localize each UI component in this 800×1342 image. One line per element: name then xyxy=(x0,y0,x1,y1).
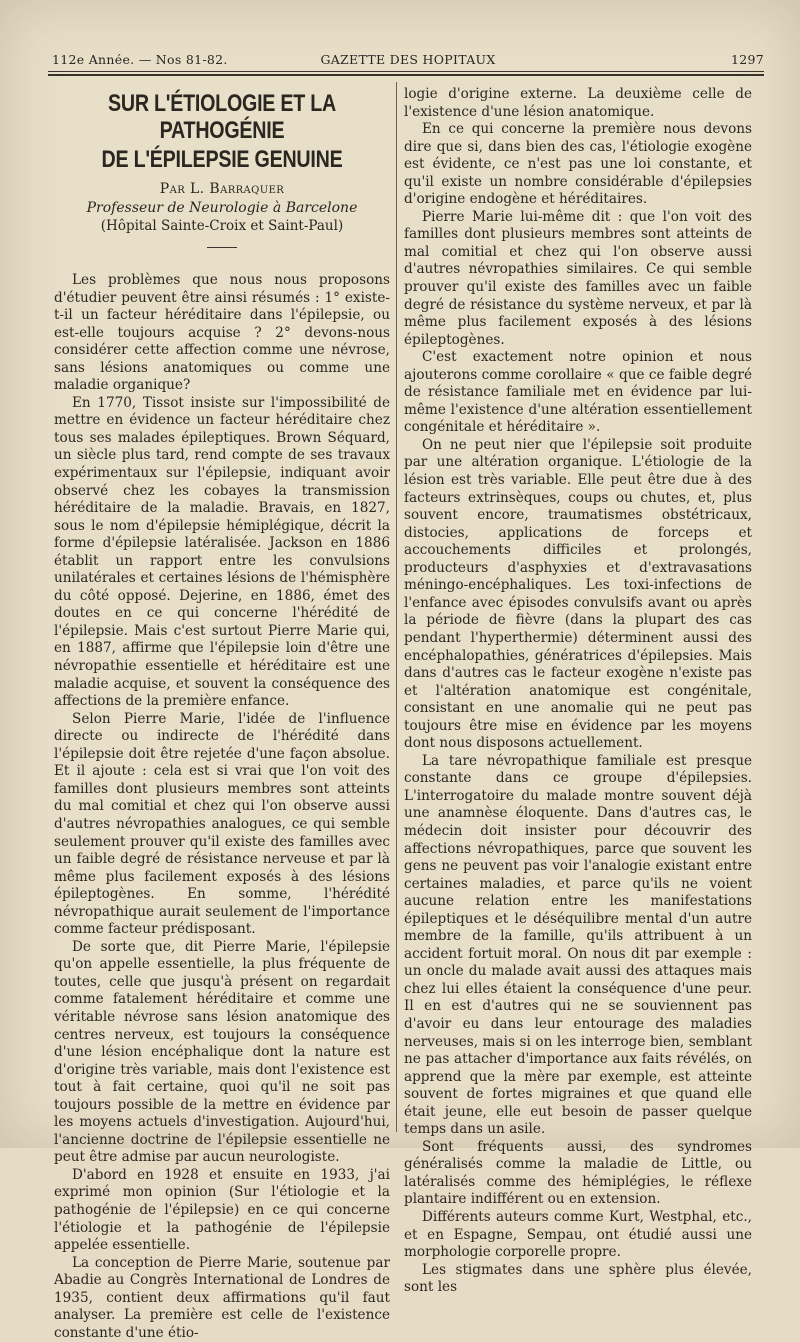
author-role: Professeur de Neurologie à Barcelone xyxy=(86,200,358,216)
paragraph: Les stigmates dans une sphère plus élevée, sont les xyxy=(404,1261,752,1296)
article-title-line-2: DE L'ÉPILEPSIE GENUINE xyxy=(101,146,343,173)
page-header xyxy=(52,52,764,70)
paragraph: C'est exactement notre opinion et nous ajouterons comme corollaire « que ce faible degré de résistance familiale met en évidence par lui-même l'existence d'une altération essentiellement congénitale et héréditaire ». xyxy=(404,349,752,436)
paragraph: En 1770, Tissot insiste sur l'impossibilité de mettre en évidence un facteur héréditaire chez tous ses malades épileptiques. Brown Séquard, un siècle plus tard, rend compte de ses travaux expérimentaux sur l'épilepsie, indiquant avoir observé chez les cobayes la transmission héréditaire de la maladie. Bravais, en 1827, sous le nom d'épilepsie hémiplégique, décrit la forme d'épilepsie latéralisée. Jackson en 1886 établit un rapport entre les convulsions unilatérales et certaines lésions de l'hémisphère du côté opposé. Dejerine, en 1886, émet des doutes en ce qui concerne l'hérédité de l'épilepsie. Mais c'est surtout Pierre Marie qui, en 1887, affirme que l'épilepsie loin d'être une névropathie essentielle et héréditaire est une maladie acquise, et souvent la conséquence des affections de la première enfance. xyxy=(54,394,390,710)
paragraph: De sorte que, dit Pierre Marie, l'épilepsie qu'on appelle essentielle, la plus fréquente de toutes, celle que jusqu'à présent on regardait comme fatalement héréditaire et comme une véritable névrose sans lésion anatomique des centres nerveux, est toujours la conséquence d'une lésion encéphalique dont la nature est d'origine très variable, mais dont l'existence est tout à fait certaine, quoi qu'il ne soit pas toujours possible de la mettre en évidence par les moyens actuels d'investigation. Aujourd'hui, l'ancienne doctrine de l'épilepsie essentielle ne peut être admise par aucun neurologiste. xyxy=(54,938,390,1166)
paragraph: On ne peut nier que l'épilepsie soit produite par une altération organique. L'étiologie de la lésion est très variable. Elle peut être due à des facteurs extrinsèques, coups ou chutes, et, plus souvent encore, traumatismes obstétricaux, distocies, applications de forceps et accouchements difficiles et prolongés, producteurs d'asphyxies et d'extravasations méningo-encéphaliques. Les toxi-infections de l'enfance avec épisodes convulsifs avant ou après la période de fièvre (dans la plupart des cas pendant l'hyperthermie) déterminent aussi des encéphalopathies, génératrices d'épilepsies. Mais dans d'autres cas le facteur exogène n'existe pas et l'altération anatomique est congénitale, consistant en une anomalie qui ne peut pas toujours être mise en évidence par les moyens dont nous disposons actuellement. xyxy=(404,436,752,752)
right-column xyxy=(404,86,752,1297)
article-author: Par L. Barraquer xyxy=(159,181,285,197)
page-number: 1297 xyxy=(730,52,764,67)
paragraph: Sont fréquents aussi, des syndromes généralisés comme la maladie de Little, ou latéralisés comme des hémiplégies, le réflexe plantaire indifférent ou en extension. xyxy=(404,1138,752,1208)
right-column-body xyxy=(404,86,752,1297)
paragraph: La tare névropathique familiale est presque constante dans ce groupe d'épilepsies. L'interrogatoire du malade montre souvent déjà une anamnèse éloquente. Dans d'autres cas, le médecin doit insister pour découvrir des affections névropathiques, parce que souvent les gens ne peuvent pas voir l'analogie existant entre certaines maladies, et parce qu'ils ne voient aucune relation entre les manifestations épileptiques et le déséquilibre mental d'un autre membre de la famille, qu'ils attribuent à un accident fortuit moral. On nous dit par exemple : un oncle du malade avait aussi des attaques mais chez lui elles étaient la conséquence d'une peur. Il en est d'autres qui ne se souviennent pas d'avoir eu dans leur entourage des maladies nerveuses, mais si on les interroge bien, semblant ne pas attacher d'importance aux faits révélés, on apprend que la mère par exemple, est atteinte souvent de fortes migraines et que quand elle était jeune, elle eut besoin de passer quelque temps dans un asile. xyxy=(404,752,752,1138)
paragraph: Selon Pierre Marie, l'idée de l'influence directe ou indirecte de l'hérédité dans l'épilepsie doit être rejetée d'une façon absolue. Et il ajoute : cela est si vrai que l'on voit des familles dont plusieurs membres sont atteints du mal comitial et chez qui l'on observe aussi d'autres névropathies analogues, ce qui semble seulement prouver qu'il existe des familles avec un faible degré de résistance nerveuse et par là même plus facilement exposés à des lésions épileptogènes. En somme, l'hérédité névropathique aurait seulement de l'importance comme facteur prédisposant. xyxy=(54,710,390,938)
issue-info: 112e Année. — Nos 81-82. xyxy=(52,52,228,67)
header-rule-thick xyxy=(48,74,764,76)
paragraph: Différents auteurs comme Kurt, Westphal, etc., et en Espagne, Sempau, ont étudié aussi une morphologie corporelle propre. xyxy=(404,1209,752,1261)
header-rule-thin xyxy=(48,71,764,72)
paragraph: logie d'origine externe. La deuxième celle de l'existence d'une lésion anatomique. xyxy=(404,86,752,120)
paragraph: Pierre Marie lui-même dit : que l'on voit des familles dont plusieurs membres sont atteints de mal comitial et chez qui l'on observe aussi d'autres névropathies similaires. Ce qui semble prouver qu'il existe des familles avec un faible degré de résistance du système nerveux, et par là même plus facilement exposés à des lésions épileptogènes. xyxy=(404,208,752,348)
title-divider xyxy=(207,247,237,248)
paragraph: Les problèmes que nous nous proposons d'étudier peuvent être ainsi résumés : 1° existe-t-il un facteur héréditaire dans l'épilepsie, ou est-elle toujours acquise ? 2° devons-nous considérer cette affection comme une névrose, sans lésions anatomiques ou comme une maladie organique? xyxy=(54,272,390,394)
publication-title: GAZETTE DES HOPITAUX xyxy=(320,52,496,67)
author-hospital: (Hôpital Sainte-Croix et Saint-Paul) xyxy=(100,218,344,234)
paragraph: En ce qui concerne la première nous devons dire que si, dans bien des cas, l'étiologie exogène est évidente, ce n'est pas une loi constante, et qu'il existe un nombre considérable d'épilepsies d'origine endogène et héréditaires. xyxy=(404,121,752,208)
column-divider xyxy=(396,82,397,1132)
paragraph: La conception de Pierre Marie, soutenue par Abadie au Congrès International de Londres de 1935, contient deux affirmations qu'il faut analyser. La première est celle de l'existence constante d'une étio- xyxy=(54,1254,390,1341)
left-column-body xyxy=(54,272,390,1342)
paragraph: D'abord en 1928 et ensuite en 1933, j'ai exprimé mon opinion (Sur l'étiologie et la pathogénie de l'épilepsie) en ce qui concerne l'étiologie et la pathogénie de l'épilepsie appelée essentielle. xyxy=(54,1166,390,1254)
article-title-line-1: SUR L'ÉTIOLOGIE ET LA PATHOGÉNIE xyxy=(107,90,337,144)
left-column xyxy=(54,86,390,1342)
